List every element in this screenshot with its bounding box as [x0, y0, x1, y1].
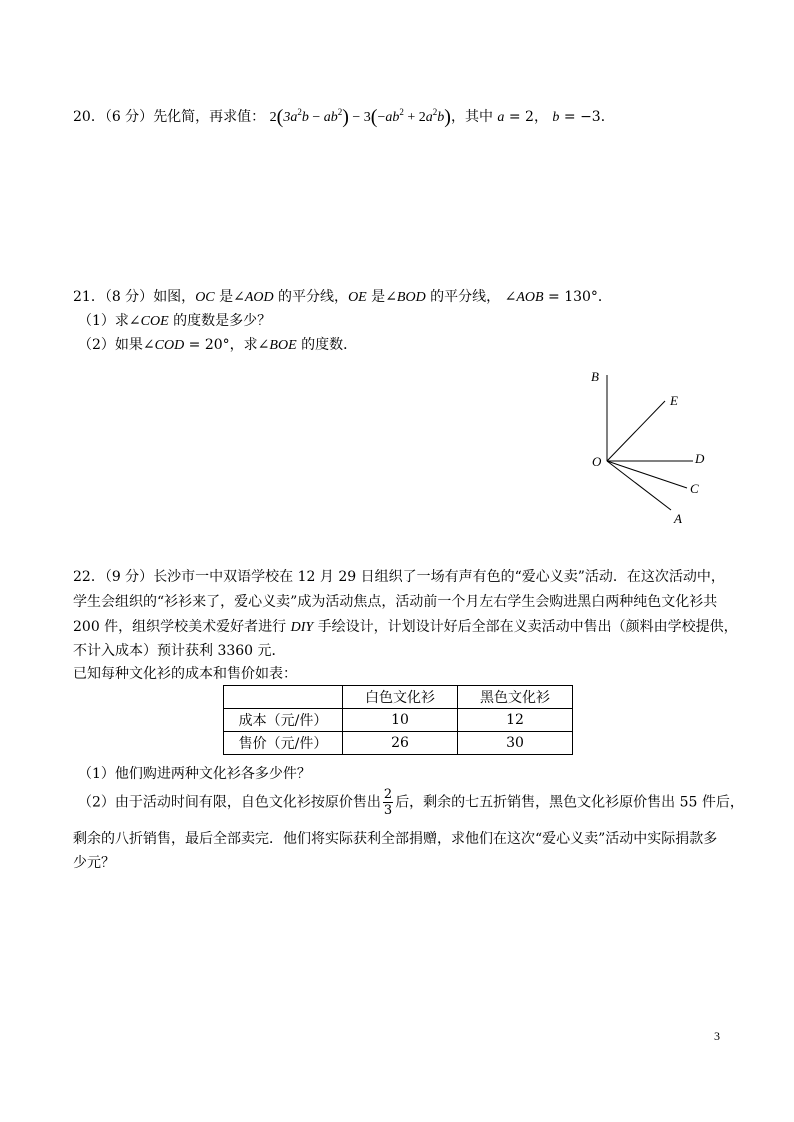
q22-part2: （2）由于活动时间有限，自色文化衫按原价售出 $\frac{2}{3}$ 后，剩余的七五折销售，黑色文化衫原价售出 55 件后，	[78, 787, 744, 818]
table-header-cell: 白色文化衫	[343, 686, 458, 709]
label-o: O	[592, 454, 602, 469]
q20-number: 20．	[73, 109, 105, 125]
table-cell: 26	[343, 732, 458, 755]
table-header-row	[224, 686, 573, 709]
q22-line1: 22．（9 分）长沙市一中双语学校在 12 月 29 日组织了一场有声有色的“爱心义卖”活动．在这次活动中，	[73, 569, 725, 585]
page-number: 3	[714, 1029, 720, 1043]
angle-figure	[585, 365, 715, 530]
table-cell: 售价（元/件）	[224, 732, 343, 755]
q22-number: 22．	[73, 569, 105, 585]
q21-part2: （2）如果∠COD = 20°，求∠BOE 的度数．	[78, 337, 358, 353]
label-c: C	[690, 481, 699, 496]
fraction-two-thirds: $\frac{2}{3}$	[383, 787, 393, 818]
ray-oa	[607, 461, 671, 510]
q21-number: 21．	[73, 289, 105, 305]
q22-points: （9 分）	[104, 569, 154, 585]
q22-line4: 不计入成本）预计获利 3360 元．	[73, 643, 286, 659]
label-a: A	[674, 511, 682, 526]
q20-a-value: 2	[525, 109, 534, 125]
ray-oc	[607, 461, 687, 488]
label-e: E	[670, 393, 678, 408]
q22-part2-line2: 剩余的八折销售，最后全部卖完．他们将实际获利全部捐赠，求他们在这次“爱心义卖”活动中实际捐款多	[73, 831, 718, 847]
table-header-cell: 黑色文化衫	[458, 686, 573, 709]
label-b: B	[591, 369, 599, 384]
price-table	[223, 685, 573, 755]
table-cell: 10	[343, 709, 458, 732]
table-header-cell	[224, 686, 343, 709]
table-cell: 成本（元/件）	[224, 709, 343, 732]
q21-points: （8 分）	[104, 289, 154, 305]
q22-line2: 学生会组织的“衫衫来了，爱心义卖”成为活动焦点，活动前一个月左右学生会购进黑白两种纯色文化衫共	[73, 594, 718, 610]
question-21-intro: 21．（8 分）如图，OC 是∠AOD 的平分线，OE 是∠BOD 的平分线， ∠AOB = 130°．	[73, 289, 612, 305]
table-cell: 30	[458, 732, 573, 755]
q20-prompt: 先化简，再求值：	[153, 109, 266, 125]
label-d: D	[695, 451, 705, 466]
q22-part2-line3: 少元？	[73, 855, 115, 871]
q21-part1: （1）求∠COE 的度数是多少？	[78, 313, 272, 329]
table-row	[224, 732, 573, 755]
q20-points: （6 分）	[104, 109, 154, 125]
q22-part1: （1）他们购进两种文化衫各多少件？	[78, 766, 311, 782]
q22-table-intro: 已知每种文化衫的成本和售价如表：	[73, 666, 297, 682]
q20-b-value: −3	[580, 109, 601, 125]
table-row	[224, 709, 573, 732]
q22-line3: 200 件，组织学校美术爱好者进行 DIY 手绘设计，计划设计好后全部在义卖活动中售出（颜料由学校提供，	[73, 619, 738, 635]
table-cell: 12	[458, 709, 573, 732]
q20-expression: $2(3a^2b - ab^2) - 3(-ab^2 + 2a^2b)$	[269, 106, 451, 128]
question-20: 20．（6 分）先化简，再求值： $2(3a^2b - ab^2) - 3(-ab^2 + 2a^2b)$，其中 a = 2， b = −3．	[73, 106, 615, 128]
ray-oe	[607, 401, 665, 461]
q20-condition: ，其中	[450, 109, 493, 125]
